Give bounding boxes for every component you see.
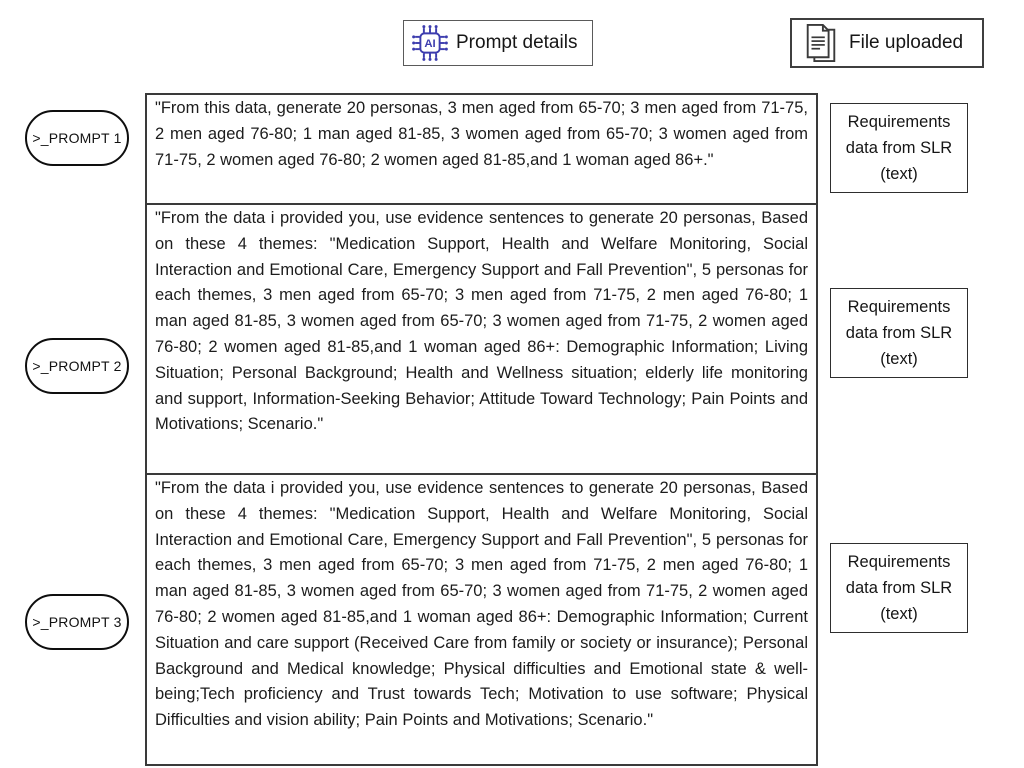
prompt-3-text-box	[145, 473, 818, 766]
prompt-details-header	[403, 20, 593, 66]
prompt-details-label: Prompt details	[456, 32, 578, 53]
prompt-1-pill-label: >_PROMPT 1	[32, 130, 122, 146]
prompt-3-pill-label: >_PROMPT 3	[32, 614, 122, 630]
prompt-2-text: "From the data i provided you, use evidence sentences to generate 20 personas, Based on these 4 themes: "Medication Support, Health and Welfare Monitoring, Social Interaction and Emotional Care, Emergency Support and Fall Prevention", 5 personas for each themes, 3 men aged from 65-70; 3 men aged from 71-75, 2 men aged 76-80; 1 man aged 81-85, 3 women aged from 65-70; 3 women aged from 71-75, 2 women aged 76-80; 2 women aged 81-85,and 1 woman aged 86+: Demographic Information; Living Situation; Personal Background; Health and Wellness situation; elderly life monitoring and support, Information-Seeking Behavior; Attitude Toward Technology; Pain Points and Motivations; Scenario."	[155, 209, 808, 434]
svg-text:AI: AI	[424, 38, 436, 51]
prompt-2-source-box	[830, 288, 968, 378]
prompt-1-text-box	[145, 93, 818, 205]
ai-chip-icon	[409, 22, 451, 64]
prompt-3-source-box	[830, 543, 968, 633]
prompt-1-text: "From this data, generate 20 personas, 3 men aged from 65-70; 3 men aged from 71-75, 2 men aged 76-80; 1 man aged 81-85, 3 women aged from 65-70; 3 women aged from 71-75, 2 women aged 76-80; 2 women aged 81-85,and 1 woman aged 86+."	[155, 99, 808, 169]
prompt-2-pill	[25, 338, 129, 394]
prompt-3-source-label: Requirements data from SLR (text)	[845, 553, 953, 623]
prompt-2-pill-label: >_PROMPT 2	[32, 358, 122, 374]
prompt-2-text-box	[145, 203, 818, 475]
file-document-icon	[802, 22, 840, 64]
prompt-3-pill	[25, 594, 129, 650]
prompt-1-source-box	[830, 103, 968, 193]
file-uploaded-label: File uploaded	[849, 32, 964, 53]
file-uploaded-header	[790, 18, 984, 68]
prompt-1-source-label: Requirements data from SLR (text)	[845, 113, 953, 183]
prompt-2-source-label: Requirements data from SLR (text)	[845, 298, 953, 368]
prompt-3-text: "From the data i provided you, use evidence sentences to generate 20 personas, Based on these 4 themes: "Medication Support, Health and Welfare Monitoring, Social Interaction and Emotional Care, Emergency Support and Fall Prevention", 5 personas for each themes, 3 men aged from 65-70; 3 men aged from 71-75, 2 men aged 76-80; 1 man aged 81-85, 3 women aged from 65-70; 3 women aged from 71-75, 2 women aged 76-80; 2 women aged 81-85,and 1 woman aged 86+: Demographic Information; Current Situation and care support (Received Care from family or society or insurance); Personal Background and Medical knowledge; Physical difficulties and Emotional state & well-being;Tech proficiency and Trust towards Tech; Motivation to use software; Physical Difficulties and vision ability; Pain Points and Motivations; Scenario."	[155, 479, 808, 730]
prompt-1-pill	[25, 110, 129, 166]
